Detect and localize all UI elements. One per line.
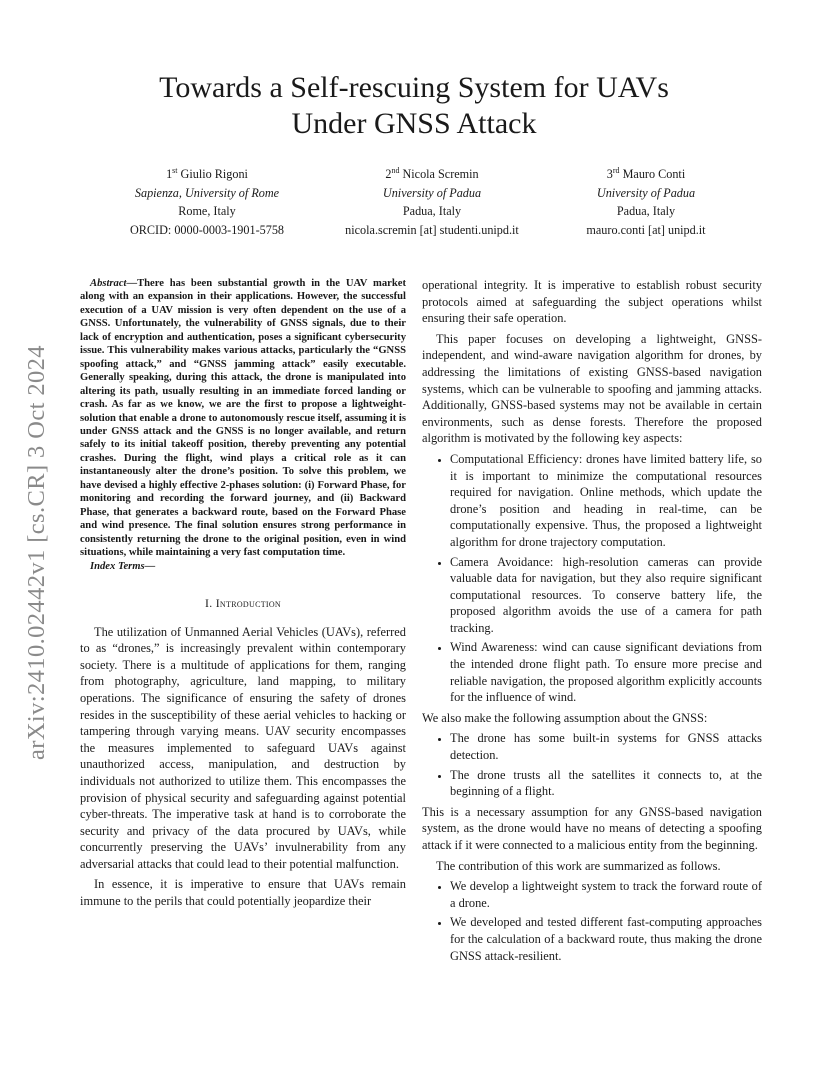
paper-title [100, 70, 728, 142]
assumption-intro: We also make the following assumption about the GNSS: [422, 710, 708, 725]
index-terms: Index Terms— [90, 560, 156, 572]
list-item: • We developed and tested different fast-computing approaches for the calculation of a backward route, thus making the drone GNSS attack-resilient. [450, 914, 762, 964]
author-location: Padua, Italy [402, 204, 462, 219]
focus-paragraph: This paper focuses on developing a lightweight, GNSS-independent, and wind-aware navigation algorithm for drones, by addressing the limitations of existing GNSS-based navigation systems, which can be vulnerable to spoofing and jamming attacks. Additionally, GNSS-based systems may not be available in certain environments, such as dense forests. Therefore the proposed algorithm is motivated by the following key aspects: [422, 331, 762, 446]
list-item: • The drone has some built-in systems for GNSS attacks detection. [450, 730, 762, 763]
assumption-note: This is a necessary assumption for any GNSS-based navigation system, as the drone would have no means of detecting a spoofing attack if it were connected to a malicious entity from the beginning. [422, 804, 762, 852]
author-contact: ORCID: 0000-0003-1901-5758 [129, 222, 285, 237]
right-column [422, 277, 762, 968]
author-location: Rome, Italy [178, 204, 236, 219]
author-contact: nicola.scremin [at] studenti.unipd.it [345, 222, 519, 237]
list-item: • We develop a lightweight system to track the forward route of a drone. [450, 878, 762, 911]
contribution-intro: The contribution of this work are summarized as follows. [436, 858, 721, 873]
arxiv-identifier-stamp: arXiv:2410.02442v1 [cs.CR] 3 Oct 2024 [23, 345, 50, 760]
list-item: • Camera Avoidance: high-resolution cameras can provide valuable data for navigation, but they also require significant computational resources. To conserve battery life, the proposed algorithm avoids the use of a camera for path tracking. [450, 554, 762, 637]
author-name: 3rd Mauro Conti [606, 166, 686, 182]
continuation-paragraph: operational integrity. It is imperative to establish robust security protocols aimed at safeguarding the subject operations whilst ensuring their safe operation. [422, 278, 762, 326]
author-block-3 [560, 162, 732, 239]
intro-paragraph-1: The utilization of Unmanned Aerial Vehicles (UAVs), referred to as “drones,” is increasingly prevalent within contemporary society. There is a multitude of applications for them, ranging from photography, agriculture, land mapping, to military operations. The significance of ensuring the safety of drones resides in the susceptibility of these aerial vehicles to hacking or tampering through varying means. UAV security encompasses the measures implemented to safeguard UAVs against unauthorized access, manipulation, and destruction by individuals not authorized to utilize them. This encompasses the provision of physical security and safeguarding against potential cyber-threats. The imperative task at hand is to corroborate the security and privacy of the data procured by UAVs, while concurrently preserving the UAVs’ invulnerability from any adversarial attacks that could lead to their potential malfunction. [80, 624, 406, 871]
list-item: • The drone trusts all the satellites it connects to, at the beginning of a flight. [450, 767, 762, 800]
abstract [80, 277, 406, 560]
author-block-2 [326, 162, 538, 239]
list-item: • Wind Awareness: wind can cause significant deviations from the intended drone flight path. To ensure more precise and reliable navigation, the proposed algorithm explicitly accounts for the influence of wind. [450, 639, 762, 705]
author-name: 2nd Nicola Scremin [385, 166, 479, 182]
section-heading-introduction [80, 595, 406, 612]
title-line-1: Towards a Self-rescuing System for UAVs [159, 71, 669, 104]
assumptions-list [422, 730, 762, 799]
contributions-list [422, 878, 762, 964]
abstract-text: —There has been substantial growth in the UAV market along with an expansion in their applications. However, the successful execution of a UAV mission is very often dependent on the use of a GNSS. Unfortunately, the vulnerability of GNSS signals, due to their lack of encryption and authentication, poses a significant cybersecurity issue. This vulnerability makes various attacks, particularly the “GNSS spoofing attack,” and “GNSS jamming attack” easily executable. Generally speaking, during this attack, the drone is manipulated into altering its path, usually resulting in an immediate forced landing or crash. As far as we know, we are the first to propose a lightweight-solution that enable a drone to autonomously rescue itself, assuming it is under GNSS attack and the GNSS is no longer available, and return safely to its initial takeoff position, thereby preventing any potential crashes. During the flight, wind plays a critical role as it can instantaneously alter the drone’s position. To solve this problem, we have devised a highly effective 2-phases solution: (i) Forward Phase, for monitoring and recording the forward journey, and (ii) Backward Phase, that generates a backward route, based on the Forward Phase and wind presence. The final solution ensures strong performance in consistently returning the drone to the original position, even in wind situations, while maintaining a very fast computation time. [80, 278, 406, 559]
abstract-label: Abstract [90, 278, 127, 289]
author-name: 1st Giulio Rigoni [166, 166, 248, 182]
author-affiliation: University of Padua [596, 185, 696, 200]
intro-paragraph-2: In essence, it is imperative to ensure that UAVs remain immune to the perils that could potentially jeopardize their [80, 877, 406, 909]
author-block-1 [100, 162, 314, 239]
list-item: • Computational Efficiency: drones have limited battery life, so it is important to minimize the computational resources required for navigation. Online methods, which update the drone’s position and heading in real-time, can be computationally expensive. Thus, the proposed a lightweight algorithm for drone trajectory computation. [450, 451, 762, 551]
author-affiliation: Sapienza, University of Rome [134, 185, 280, 200]
author-contact: mauro.conti [at] unipd.it [586, 222, 706, 237]
section-number: I. [204, 595, 213, 610]
author-location: Padua, Italy [616, 204, 676, 219]
title-line-2: Under GNSS Attack [291, 107, 537, 140]
author-affiliation: University of Padua [382, 185, 482, 200]
key-aspects-list [422, 451, 762, 706]
section-title: Introduction [215, 595, 282, 610]
left-column [80, 277, 406, 914]
